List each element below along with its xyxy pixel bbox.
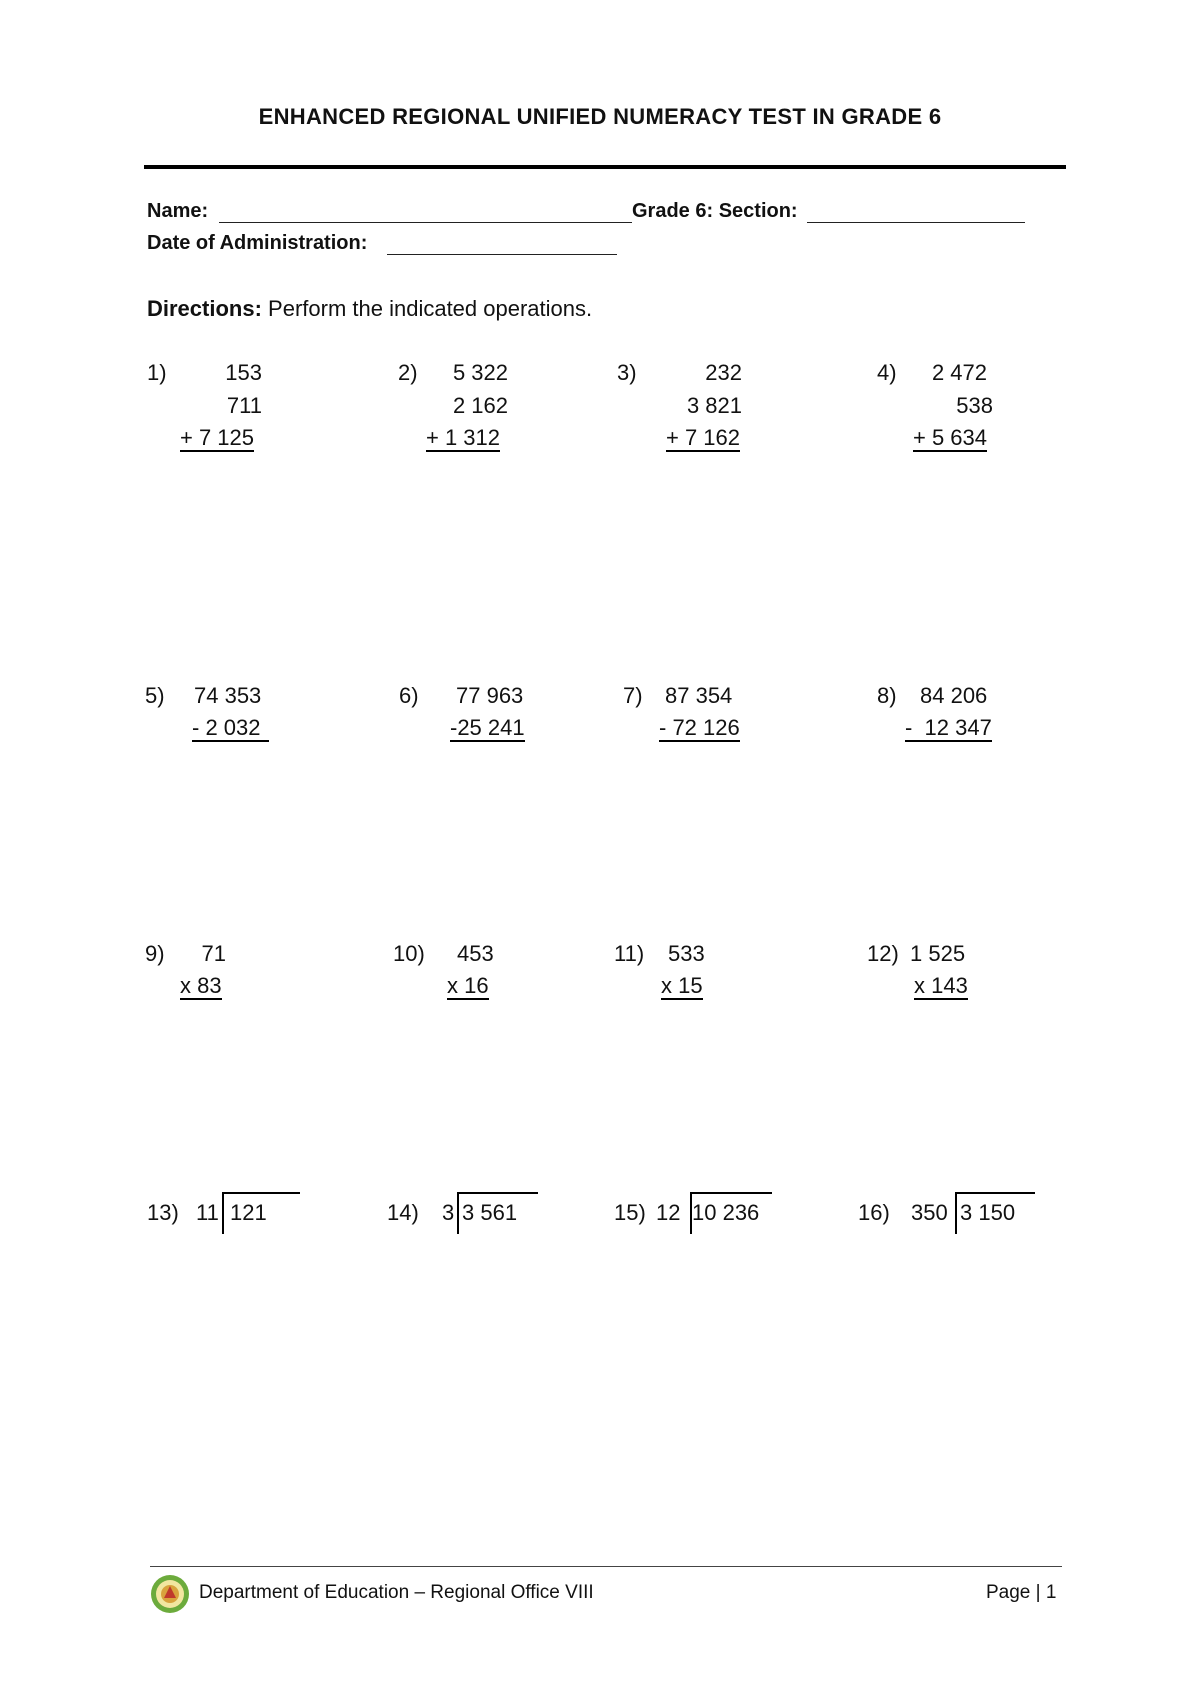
problem-label: 6) xyxy=(399,683,419,708)
multiplicand: 453 xyxy=(457,941,494,966)
addend-2: 2 162 xyxy=(452,393,508,418)
dividend: 10 236 xyxy=(692,1200,760,1225)
dividend: 121 xyxy=(230,1200,267,1225)
name-blank[interactable] xyxy=(219,222,632,223)
addend-3: + 7 162 xyxy=(666,425,741,450)
multiplicand: 533 xyxy=(668,941,705,966)
title-divider xyxy=(144,165,1066,169)
addend-2: 538 xyxy=(956,393,993,418)
deped-seal-icon xyxy=(150,1574,190,1614)
problem-label: 16) xyxy=(858,1200,890,1225)
subtrahend: -25 241 xyxy=(450,715,525,740)
problem-label: 12) xyxy=(867,941,899,966)
problem-label: 7) xyxy=(623,683,643,708)
addend-2: 3 821 xyxy=(686,393,742,418)
date-label: Date of Administration: xyxy=(147,232,368,254)
addend-3: + 1 312 xyxy=(426,425,501,450)
minuend: 74 353 xyxy=(194,683,262,708)
addend-3: + 7 125 xyxy=(180,425,255,450)
footer-org: Department of Education – Regional Office VIII xyxy=(199,1582,594,1603)
page-title: ENHANCED REGIONAL UNIFIED NUMERACY TEST IN GRADE 6 xyxy=(258,104,942,129)
section-blank[interactable] xyxy=(807,222,1025,223)
problem-label: 9) xyxy=(145,941,165,966)
problem-label: 1) xyxy=(147,360,167,385)
problem-label: 4) xyxy=(877,360,897,385)
addend-3: + 5 634 xyxy=(913,425,988,450)
page-number: Page | 1 xyxy=(986,1582,1057,1603)
multiplier: x 15 xyxy=(661,973,703,998)
divisor: 12 xyxy=(656,1200,681,1225)
subtrahend: - 12 347 xyxy=(905,715,992,740)
problem-label: 8) xyxy=(877,683,897,708)
multiplicand: 71 xyxy=(201,941,226,966)
multiplicand: 1 525 xyxy=(910,941,966,966)
problem-label: 5) xyxy=(145,683,165,708)
multiplier: x 16 xyxy=(447,973,489,998)
footer-divider xyxy=(150,1566,1062,1567)
minuend: 77 963 xyxy=(456,683,524,708)
addend-2: 711 xyxy=(226,393,262,418)
problem-label: 13) xyxy=(147,1200,179,1225)
problem-label: 3) xyxy=(617,360,637,385)
minuend: 87 354 xyxy=(665,683,733,708)
addend-1: 232 xyxy=(705,360,742,385)
subtrahend: - 2 032 xyxy=(192,716,269,742)
directions-label: Directions: xyxy=(147,296,262,321)
problem-label: 11) xyxy=(614,941,645,966)
divisor: 350 xyxy=(911,1200,948,1225)
directions-text: Perform the indicated operations. xyxy=(268,296,593,321)
subtrahend: - 72 126 xyxy=(659,715,740,740)
name-label: Name: xyxy=(147,200,209,222)
date-blank[interactable] xyxy=(387,254,617,255)
dividend: 3 150 xyxy=(960,1200,1016,1225)
multiplier: x 83 xyxy=(180,973,222,998)
directions xyxy=(147,296,592,322)
grade-section-label: Grade 6: Section: xyxy=(632,200,798,222)
dividend: 3 561 xyxy=(462,1200,518,1225)
addend-1: 5 322 xyxy=(452,360,508,385)
divisor: 3 xyxy=(442,1200,455,1225)
problem-label: 15) xyxy=(614,1200,646,1225)
problem-label: 2) xyxy=(398,360,418,385)
multiplier: x 143 xyxy=(914,973,968,998)
problem-label: 10) xyxy=(393,941,425,966)
minuend: 84 206 xyxy=(920,683,988,708)
addend-1: 153 xyxy=(225,360,262,385)
addend-1: 2 472 xyxy=(931,360,987,385)
problem-label: 14) xyxy=(387,1200,419,1225)
divisor: 11 xyxy=(196,1200,219,1225)
